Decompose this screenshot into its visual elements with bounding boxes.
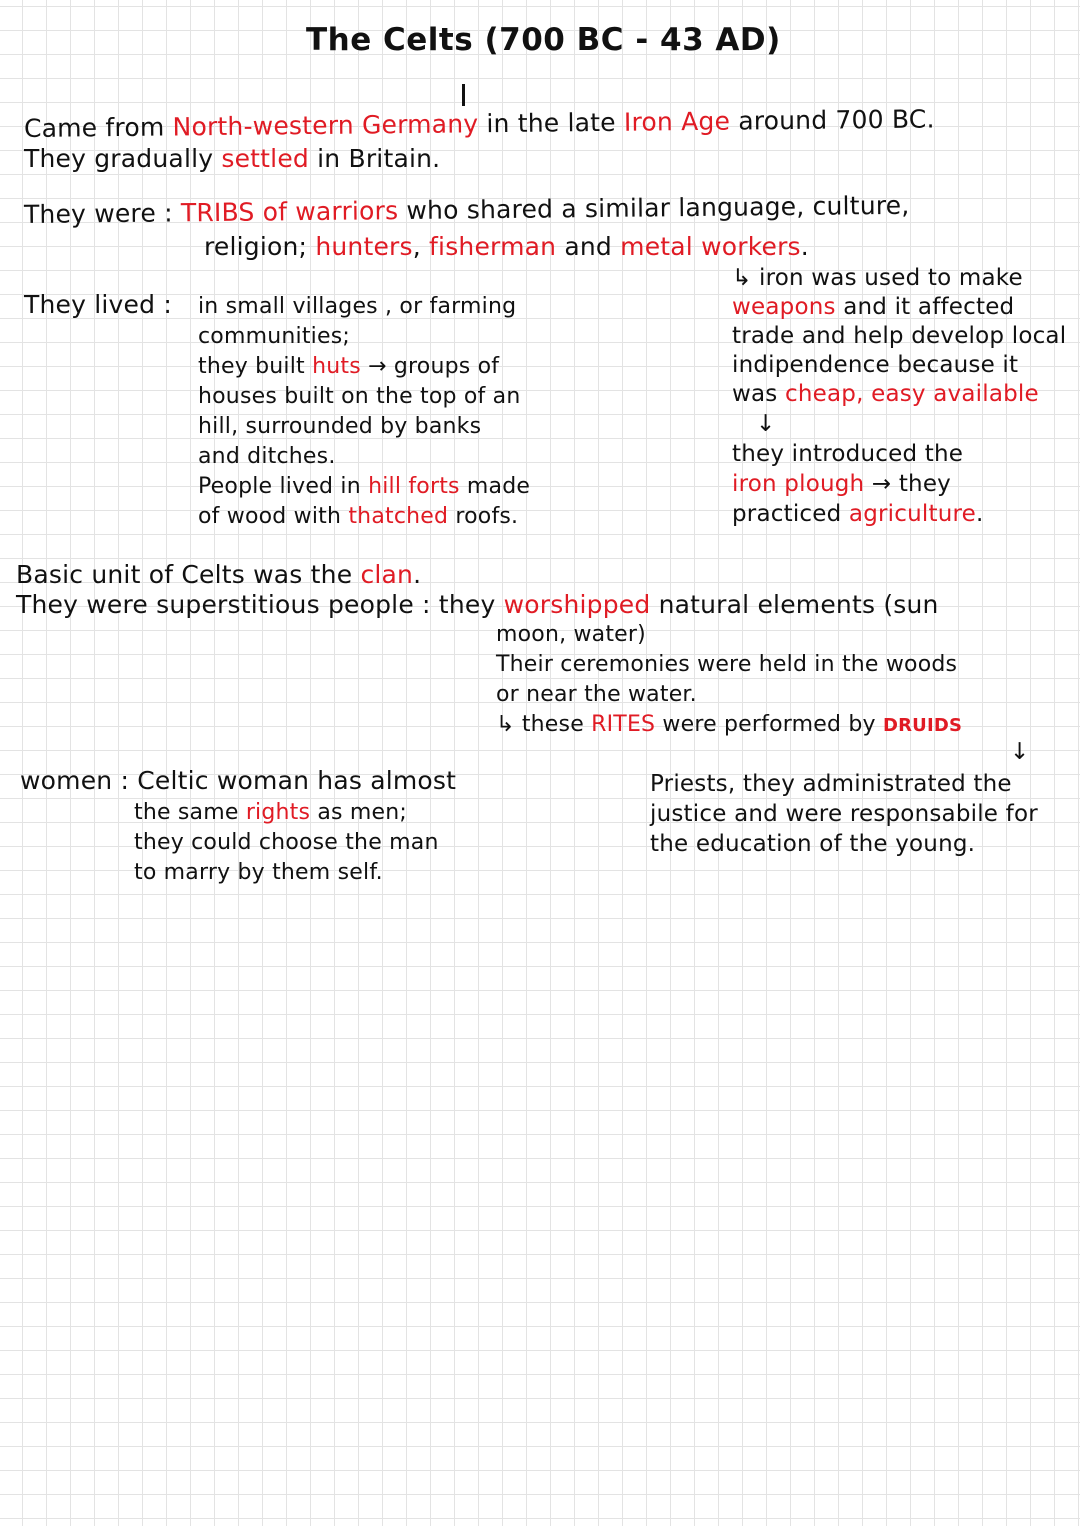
- lived-huts: they built huts → groups of: [198, 354, 500, 379]
- women-label: women : Celtic woman has almost: [20, 766, 457, 795]
- druids-line-3: the education of the young.: [650, 831, 976, 857]
- page-title: The Celts (700 BC - 43 AD): [306, 22, 781, 58]
- iron-line-6: they introduced the: [732, 441, 964, 467]
- lived-line-4: hill, surrounded by banks: [198, 414, 482, 439]
- iron-line-8: practiced agriculture.: [732, 501, 984, 527]
- clan-line: Basic unit of Celts was the clan.: [16, 560, 422, 589]
- intro-line-1: Came from North-western Germany in the late Iron Age around 700 BC.: [23, 104, 935, 143]
- lived-fort: People lived in hill forts made: [198, 474, 531, 499]
- lived-label: They lived :: [24, 290, 172, 319]
- women-line-4: to marry by them self.: [134, 860, 383, 885]
- iron-line-5: was cheap, easy available: [732, 381, 1039, 407]
- super-line-4: or near the water.: [496, 682, 697, 707]
- iron-line-2: weapons and it affected: [732, 294, 1015, 320]
- super-line-3: Their ceremonies were held in the woods: [496, 652, 958, 677]
- druids-line-2: justice and were responsabile for: [650, 801, 1038, 827]
- women-line-2: the same rights as men;: [134, 800, 408, 825]
- super-line-5: ↳ these RITES were performed by DRUIDS: [496, 712, 963, 737]
- tribes-highlight: TRIBS of warriors: [180, 196, 399, 228]
- were-line-1: They were : TRIBS of warriors who shared a similar language, culture,: [23, 190, 910, 229]
- iron-age-highlight: Iron Age: [623, 106, 731, 137]
- lived-wood: of wood with thatched roofs.: [198, 504, 519, 529]
- were-line-2: religion; hunters, fisherman and metal workers.: [204, 232, 809, 261]
- lived-line-1: in small villages , or farming: [198, 294, 517, 319]
- were-label: They were :: [23, 198, 182, 229]
- origin-highlight: North-western Germany: [172, 109, 479, 142]
- down-arrow-icon-druids: ↓: [1010, 739, 1030, 765]
- super-line-1: They were superstitious people : they worshipped natural elements (sun: [16, 590, 939, 619]
- lived-line-3: houses built on the top of an: [198, 384, 521, 409]
- iron-line-4: indipendence because it: [732, 352, 1019, 378]
- iron-line-3: trade and help develop local: [732, 323, 1067, 349]
- lived-line-2: communities;: [198, 324, 350, 349]
- women-line-3: they could choose the man: [134, 830, 439, 855]
- settled-highlight: settled: [221, 144, 309, 173]
- super-line-2: moon, water): [496, 622, 646, 647]
- down-arrow-icon: ↓: [756, 411, 776, 437]
- intro-line-2: They gradually settled in Britain.: [24, 144, 441, 173]
- lived-line-5: and ditches.: [198, 444, 336, 469]
- iron-line-1: ↳ iron was used to make: [732, 265, 1023, 291]
- druids-line-1: Priests, they administrated the: [650, 771, 1012, 797]
- title-connector: [462, 84, 465, 106]
- iron-line-7: iron plough → they: [732, 471, 951, 497]
